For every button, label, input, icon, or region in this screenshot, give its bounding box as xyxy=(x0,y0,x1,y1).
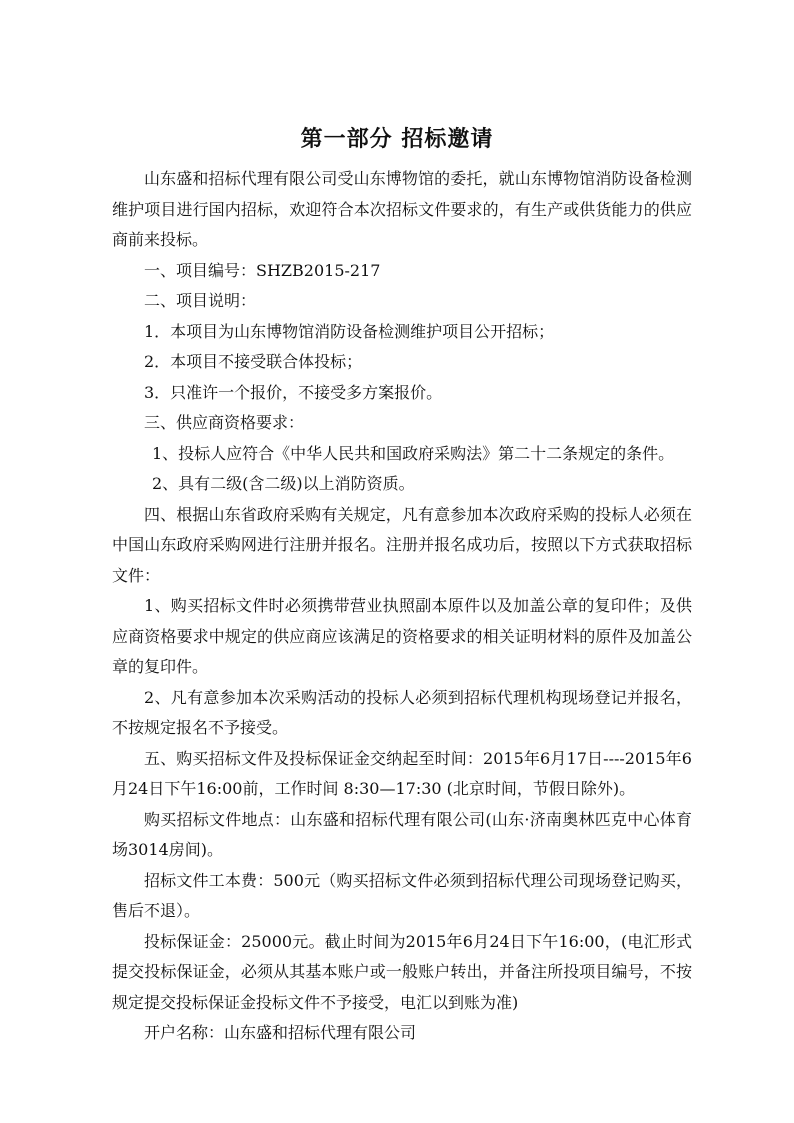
purchase-location: 购买招标文件地点：山东盛和招标代理有限公司(山东·济南奥林匹克中心体育场3014房间)。 xyxy=(112,809,692,859)
registration-paragraph: 四、根据山东省政府采购有关规定，凡有意参加本次政府采购的投标人必须在中国山东政府采购网进行注册并报名。注册并报名成功后，按照以下方式获取招标文件： xyxy=(112,504,692,585)
supplier-qualification-item: 2、具有二级(含二级)以上消防资质。 xyxy=(152,474,415,493)
registration-item: 2、凡有意参加本次采购活动的投标人必须到招标代理机构现场登记并报名，不按规定报名不予接受。 xyxy=(112,687,692,737)
project-description-item: 2．本项目不接受联合体投标； xyxy=(144,352,363,371)
supplier-qualification-item: 1、投标人应符合《中华人民共和国政府采购法》第二十二条规定的条件。 xyxy=(152,443,675,463)
project-description-item: 1．本项目为山东博物馆消防设备检测维护项目公开招标； xyxy=(144,321,555,341)
registration-item: 1、购买招标文件时必须携带营业执照副本原件以及加盖公章的复印件；及供应商资格要求中规定的供应商应该满足的资格要求的相关证明材料的原件及加盖公章的复印件。 xyxy=(112,596,692,676)
project-description-heading: 二、项目说明： xyxy=(144,291,257,310)
bid-bond: 投标保证金：25000元。截止时间为2015年6月24日下午16:00，(电汇形式提交投标保证金，必须从其基本账户或一般账户转出，并备注所投项目编号，不按规定提交投标保证金投标文件不予接受，电汇以到账为准) xyxy=(112,931,692,1012)
document-body xyxy=(112,164,692,1049)
project-description-item: 3．只准许一个报价，不接受多方案报价。 xyxy=(144,382,443,402)
project-number: 一、项目编号：SHZB2015-217 xyxy=(144,260,381,280)
document-title: 第一部分 招标邀请 xyxy=(300,127,494,152)
supplier-qualification-heading: 三、供应商资格要求： xyxy=(144,413,305,432)
intro-paragraph: 山东盛和招标代理有限公司受山东博物馆的委托，就山东博物馆消防设备检测维护项目进行国内招标，欢迎符合本次招标文件要求的，有生产或供货能力的供应商前来投标。 xyxy=(112,169,692,249)
document-fee: 招标文件工本费：500元（购买招标文件必须到招标代理公司现场登记购买，售后不退）。 xyxy=(112,870,692,920)
account-name: 开户名称：山东盛和招标代理有限公司 xyxy=(144,1023,417,1042)
purchase-period: 五、购买招标文件及投标保证金交纳起至时间：2015年6月17日----2015年6月24日下午16:00前，工作时间 8:30—17:30 (北京时间，节假日除外)。 xyxy=(112,748,692,798)
